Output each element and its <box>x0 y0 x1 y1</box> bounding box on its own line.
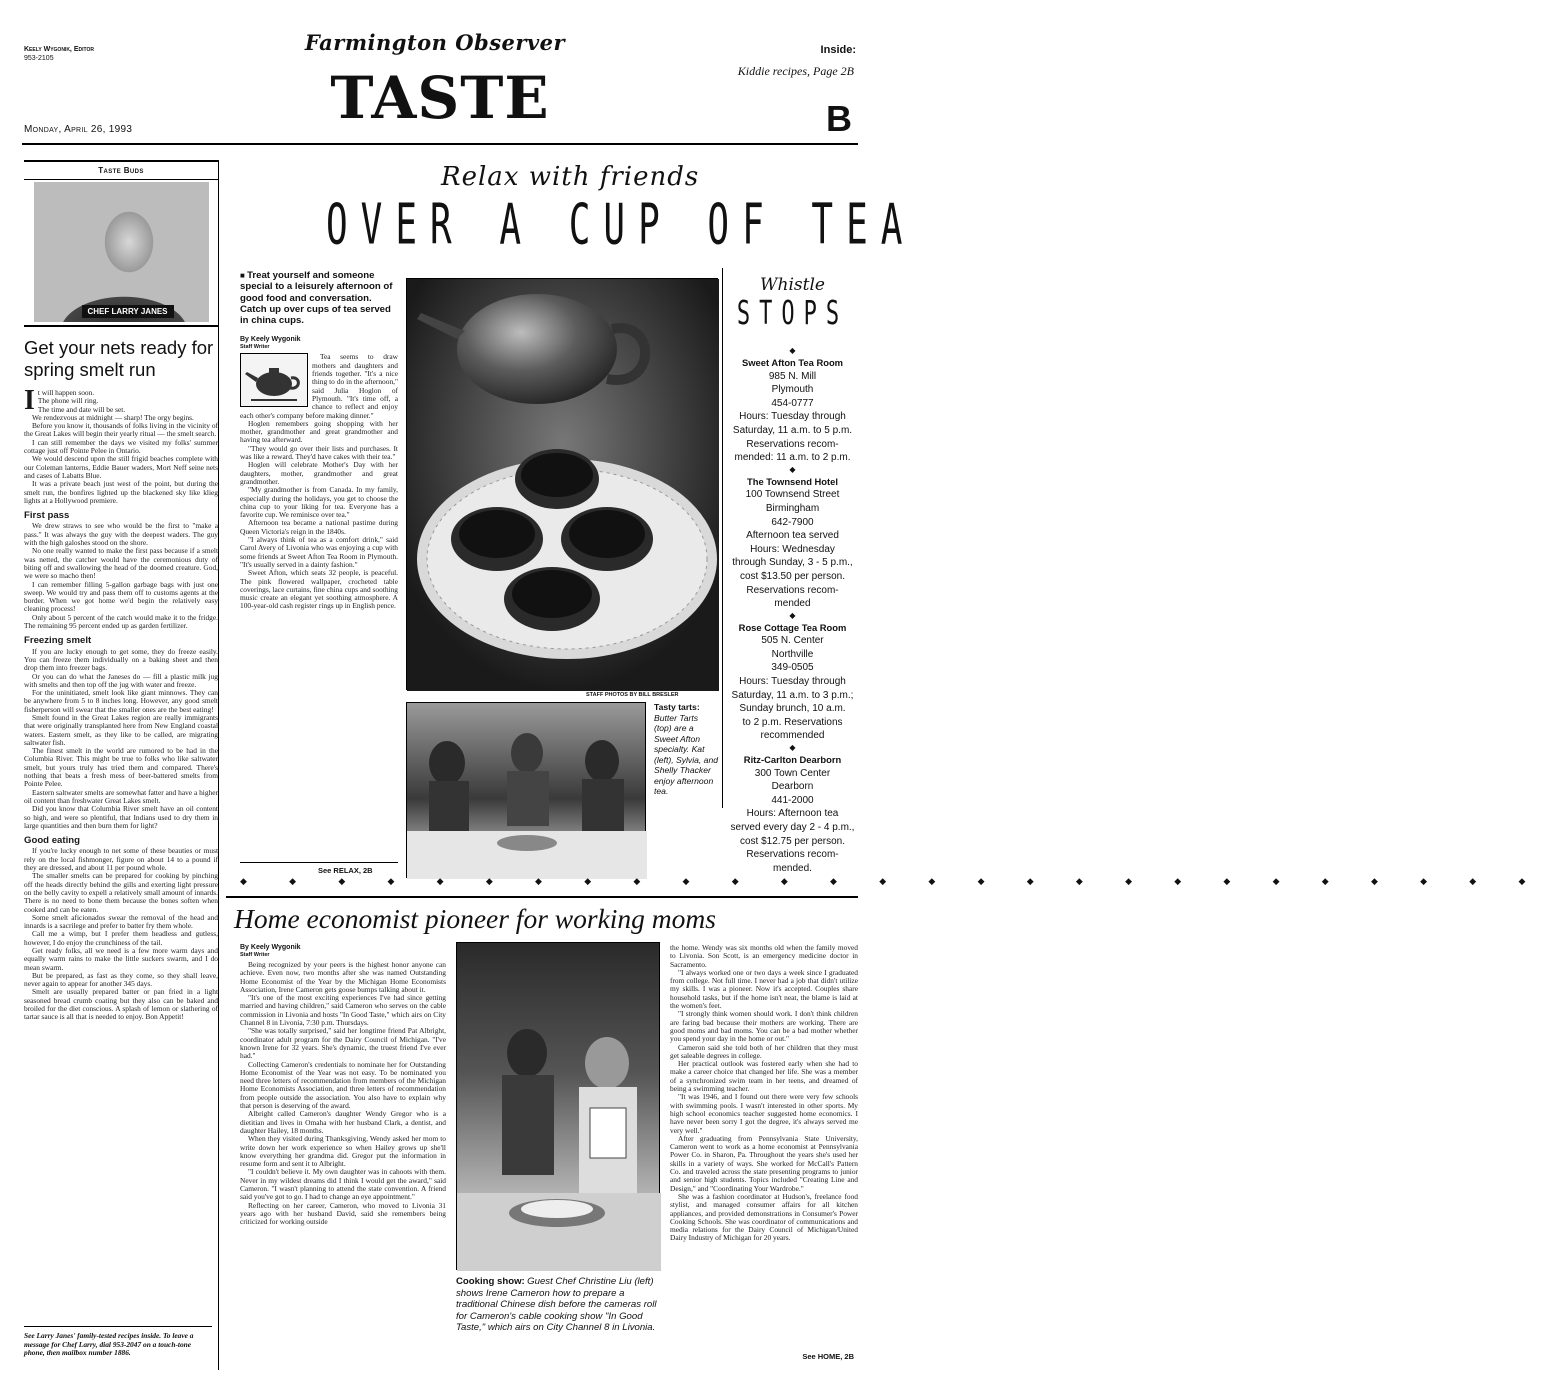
paragraph: Cameron said she told both of her children that they must get saleable degrees in college. <box>670 1042 858 1060</box>
cooking-show-photo <box>456 942 660 1270</box>
stop-line: 441-2000 <box>771 794 814 806</box>
editor-phone: 953-2105 <box>24 55 54 62</box>
stop-name: Ritz-Carlton Dearborn <box>743 754 842 766</box>
tea-story-column <box>240 270 398 611</box>
paragraph: Get ready folks, all we need is a few more warm days and equally warm rains to make the little suckers swarm, and I do mean swarm. <box>24 946 218 972</box>
stop-line: served every day 2 - 4 p.m., <box>730 822 855 833</box>
stop-name: Rose Cottage Tea Room <box>738 621 847 633</box>
intro-line: The time and date will be set. <box>37 404 126 414</box>
paragraph: I can still remember the days we visited my folks' summer cottage just off Pointe Pelee in Ontario. <box>24 437 218 456</box>
home-column-3 <box>670 944 858 1243</box>
home-col3-body <box>670 944 858 1243</box>
stop-line: Birmingham <box>765 502 820 514</box>
stop-line: Saturday, 11 a.m. to 5 p.m. <box>732 424 853 436</box>
paragraph: If you are lucky enough to get some, they do freeze easily. You can freeze them individually on a baking sheet and then drop them into freezer bags. <box>24 646 218 673</box>
stop-line: 505 N. Center <box>761 635 824 647</box>
drop-cap: I <box>24 385 35 416</box>
stop-line: Dearborn <box>771 781 814 793</box>
caption-text: Butter Tarts (top) are a Sweet Afton specialty. Kat (left), Sylvia, and Shelly Thacker enjoy afternoon tea. <box>654 712 718 796</box>
paragraph: Before you know it, thousands of folks living in the vicinity of the Great Lakes will begin their yearly ritual — the smelt search. <box>24 421 218 439</box>
taste-buds-body <box>24 385 218 1022</box>
paragraph: Albright called Cameron's daughter Wendy Gregor who is a dietitian and lives in Omaha with her husband Clark, a dentist, and daughter Hailey, 18 months. <box>240 1109 446 1135</box>
intro-block <box>24 385 218 416</box>
paragraph: When they visited during Thanksgiving, Wendy asked her mom to write down her work experience so when Hailey grows up she'll know everything her grandma did. Gregor put the information in resume form and sent it to Albright. <box>240 1134 446 1169</box>
stop-line: recommended <box>760 730 825 742</box>
tea-byline: By Keely Wygonik <box>240 336 301 344</box>
stop-line: 642-7900 <box>771 516 814 528</box>
stop-line: 100 Townsend Street <box>745 489 840 501</box>
stop-line: Afternoon tea served <box>746 530 839 542</box>
caption-label: Cooking show: <box>456 1276 525 1287</box>
paper-name: Farmington Observer <box>304 30 566 55</box>
butter-tarts-photo <box>406 278 718 690</box>
paragraph: Reflecting on her career, Cameron, who moved to Livonia 31 years ago with her husband David, said she remembers being criticized for working outside <box>240 1200 446 1227</box>
photo-underline <box>24 325 218 327</box>
stop-entry <box>729 621 856 743</box>
paragraph: Her practical outlook was fostered early when she had to make a career choice that changed her life. She was a member of a synchronized swim team in her teens, and dreamed of being a swimming teacher. <box>670 1059 858 1094</box>
stop-line: Hours: Wednesday <box>750 543 835 555</box>
diamond-divider-row: ◆ ◆ ◆ ◆ ◆ ◆ ◆ ◆ ◆ ◆ ◆ ◆ ◆ ◆ ◆ ◆ ◆ ◆ ◆ ◆ ◆ ◆ ◆ ◆ ◆ ◆ ◆ <box>240 876 1545 886</box>
stop-line: Saturday, 11 a.m. to 3 p.m.; <box>731 689 854 701</box>
paragraph: Being recognized by your peers is the highest honor anyone can achieve. Even now, two months after she was named Outstanding Home Economist of the Year by the Michigan Home Economists Association, Irene Cameron gets goose bumps talking about it. <box>240 960 446 994</box>
stop-line: cost $12.75 per person. <box>739 835 846 847</box>
paragraph: Collecting Cameron's credentials to nominate her for Outstanding Home Economist of the Year was not easy. To be nominated you need three letters of recommendation from members of the Michigan Home Economists Association, and three letters of recommendation from people outside the association. You also have to explain why that person is deserving of the award. <box>240 1059 446 1111</box>
cooking-show-caption <box>456 1276 666 1334</box>
tea-body <box>240 353 398 610</box>
paragraph: I can remember filling 5-gallon garbage bags with just one sweep. We would try and pass them off to customs agents at the border. When we got home we'd begin the relatively easy cleaning process! <box>24 579 218 614</box>
home-col1-body <box>240 961 446 1227</box>
subhead: Good eating <box>24 835 80 847</box>
paragraph: The finest smelt in the world are rumored to be had in the Columbia River. This might be true to folks who like saltwater smelt, but yours truly has tried them and compared. There's nothing that beats a fresh mess of beer-battered smelts from Pointe Pelee. <box>24 746 218 789</box>
paragraph: But be prepared, as fast as they come, so they shall leave, never again to appear for another 345 days. <box>24 970 218 989</box>
paragraph: Hoglen remembers going shopping with her mother, grandmother and great grandmother and having tea afterward. <box>240 418 398 445</box>
home-column-1 <box>240 944 446 1227</box>
stop-line: Plymouth <box>771 384 814 396</box>
paragraph: "My grandmother is from Canada. In my family, especially during the holidays, you get to choose the china cup to your liking for tea. Everyone has a favorite cup. We reminisce over tea." <box>240 485 398 520</box>
whistle-script: Whistle <box>760 275 825 295</box>
stop-line: mended. <box>773 862 812 874</box>
paragraph: Hoglen will celebrate Mother's Day with her daughters, mother, grandmother and great grandmother. <box>240 460 398 486</box>
stop-line: through Sunday, 3 - 5 p.m., <box>732 557 853 569</box>
tarts-image <box>407 279 719 691</box>
taste-buds-footer: See Larry Janes' family-tested recipes inside. To leave a message for Chef Larry, dial 953-2047 on a touch-tone phone, then mailbox number 1886. <box>24 1326 212 1358</box>
stop-line: Reservations recom- <box>746 584 839 596</box>
stop-line: 300 Town Center <box>754 767 831 779</box>
paragraph: For the uninitiated, smelt look like giant minnows. They can be anywhere from 5 to 8 inches long. However, any good smelt fisherperson will swear that the smaller ones are the best eating! <box>24 688 218 714</box>
masthead-rule <box>22 143 858 145</box>
deck-bullet-icon: ■ <box>240 271 248 280</box>
tea-feature <box>226 160 1545 890</box>
paragraph: Or you can do what the Janeses do — fill a plastic milk jug with smelts and then top off the jug with water and freeze. <box>24 671 218 689</box>
stop-line: Hours: Tuesday through <box>739 676 846 688</box>
paragraph: Smelt are usually prepared batter or pan fried in a light seasoned bread crumb coating but they also can be baked and broiled for the diet conscious. A splash of lemon or slathering of tartar sauce is all that is needed to enjoy. Bon Appetit! <box>24 987 218 1022</box>
whistle-big: STOPS <box>736 295 849 333</box>
tea-big-head: OVER A CUP OF TEA <box>326 194 916 258</box>
stop-line: 985 N. Mill <box>768 370 817 382</box>
paragraph: Smelt found in the Great Lakes region are really immigrants that were originally transplanted here from New England coastal waters. Eastern smelt, as they like to be called, are migrating saltwater fish. <box>24 712 218 747</box>
paragraph: It was a private beach just west of the point, but during the smelt run, the bonfires lighted up the blackened sky like klieg lights at a Hollywood premiere. <box>24 479 218 505</box>
taste-buds-headline: Get your nets ready for spring smelt run <box>24 337 214 380</box>
stop-line: cost $13.50 per person. <box>739 570 846 582</box>
paragraph: No one really wanted to make the first pass because if a smelt was netted, the catcher would have the ceremonious duty of biting off and swallowing the head of the doomed creature. God, we were so macho then! <box>24 546 218 581</box>
paragraph: We rendezvous at midnight — sharp! The orgy begins. <box>32 412 194 422</box>
deck-text: Treat yourself and someone special to a leisurely afternoon of good food and conversation. Catch up over cups of tea served in china cups. <box>240 270 393 327</box>
inside-label: Inside: <box>820 44 856 56</box>
paragraph: Afternoon tea became a national pastime during Queen Victoria's reign in the 1840s. <box>240 518 398 536</box>
stop-line: Reservations recom- <box>746 849 839 861</box>
paragraph: If you're lucky enough to net some of these beauties or must rely on the local fishmonger, figure on about 14 to a pound if they are dressed, and about 11 per pound whole. <box>24 846 218 873</box>
paragraph: After graduating from Pennsylvania State University, Cameron went to work as a home economist at Pennsylvania Power Co. in Sharon, Pa. Throughout the years she's used her skills in a variety of ways. She worked for McCall's Pattern Co. and traveled across the state presenting programs to junior and senior high students. Topics included "Creating Line and Design," and "Coordinating Your Wardrobe." <box>670 1133 858 1193</box>
paragraph: "I strongly think women should work. I don't think children are faring bad because their mothers are working. There are good moms and bad moms. You can be a bad mother whether you spend your day in the home or out." <box>670 1009 858 1044</box>
tea-byline-role: Staff Writer <box>240 344 270 351</box>
caption-label: Tasty tarts: <box>654 702 700 712</box>
cooking-show-image <box>457 943 661 1271</box>
photo-credit: STAFF PHOTOS BY BILL BRESLER <box>586 692 679 698</box>
chef-photo <box>34 182 209 322</box>
stop-name: Sweet Afton Tea Room <box>741 357 844 368</box>
diamond-icon: ◆ <box>789 464 796 474</box>
diamond-icon: ◆ <box>789 346 796 355</box>
paragraph: Some smelt aficionados swear the removal of the head and innards is a sacrilege and prefer to batter fry them whole. <box>24 912 218 931</box>
tea-script-head: Relax with friends <box>441 162 700 192</box>
home-jump[interactable]: See HOME, 2B <box>802 1352 854 1361</box>
paragraph: "They would go over their lists and purchases. It was like a reward. They'd have cakes with their tea." <box>240 443 398 462</box>
paragraph: Only about 5 percent of the catch would make it to the fridge. The remaining 95 percent ended up as garden fertilizer. <box>24 612 218 631</box>
intro-line: t will happen soon. <box>37 388 95 397</box>
stop-entry <box>729 356 856 465</box>
masthead <box>0 0 880 150</box>
home-byline-role: Staff Writer <box>240 952 270 958</box>
teapot-illustration-icon <box>240 353 308 407</box>
diamond-icon: ◆ <box>789 610 796 620</box>
stop-line: Northville <box>771 648 814 660</box>
stop-line: to 2 p.m. Reservations <box>742 716 843 728</box>
taste-buds-header: Taste Buds <box>24 160 218 180</box>
diamond-icon: ◆ <box>789 743 796 753</box>
stop-entry <box>729 475 856 611</box>
stop-line: 454-0777 <box>771 397 814 409</box>
tea-story-end-rule <box>240 862 398 863</box>
stop-line: mended <box>774 598 811 610</box>
paragraph: We would descend upon the still frigid beaches complete with our Coleman lanterns, Eddie Bauer waders, Mort Neff seine nets and cases of Labatts Blue. <box>24 454 218 480</box>
paragraph: "I couldn't believe it. My own daughter was in cahoots with them. Never in my wildest dreams did I think I would get the award," said Cameron. "I wasn't planning to attend the state convention. A friend said you've got to go. I had to change an eye appointment." <box>240 1167 446 1202</box>
tea-photo-caption <box>654 702 718 797</box>
home-economist-story <box>226 902 858 1372</box>
paragraph: Eastern saltwater smelts are somewhat fatter and have a higher oil content than freshwater Great Lakes smelt. <box>24 787 218 805</box>
whistle-stops-box <box>722 268 860 874</box>
paragraph: We drew straws to see who would be the first to "make a pass." It was always the guy with the deepest waders. The guy with the high galoshes stood on the shore. <box>24 521 218 548</box>
taste-buds-column <box>24 160 219 1370</box>
stop-line: Sunday brunch, 10 a.m. <box>739 703 846 715</box>
issue-date: Monday, April 26, 1993 <box>24 124 133 135</box>
intro-line: The phone will ring. <box>37 396 99 406</box>
caption-text: Guest Chef Christine Liu (left) shows Irene Cameron how to prepare a traditional Chinese dish before the cameras roll for Cameron's cable cooking show "In Good Taste," which airs on City Channel 8 in Livonia. <box>456 1276 657 1334</box>
stop-line: Hours: Tuesday through <box>739 411 846 423</box>
inside-teaser[interactable]: Kiddie recipes, Page 2B <box>737 64 854 78</box>
section-divider-rule <box>226 896 858 898</box>
editor-name: Keely Wygonik, Editor <box>24 46 94 53</box>
subhead: First pass <box>24 510 70 522</box>
tea-jump[interactable]: See RELAX, 2B <box>318 866 373 875</box>
paragraph: "It was 1946, and I found out there were very few schools with swimming pools. I wasn't interested in other sports. My high school economics teacher suggested home economics. I have never been sorry I got the degree, it's always served me very well." <box>670 1092 858 1135</box>
section-title: TASTE <box>330 64 550 132</box>
stop-line: Hours: Afternoon tea <box>746 808 839 820</box>
tea-room-photo <box>406 702 646 878</box>
stop-line: 349-0505 <box>771 662 814 674</box>
paragraph: "I always think of tea as a comfort drink," said Carol Avery of Livonia who was enjoying a cup with some friends at Sweet Afton Tea Room in Plymouth. "It's usually served in a dainty fashion." <box>240 535 398 569</box>
stop-line: mended: 11 a.m. to 2 p.m. <box>734 452 851 464</box>
teapot-icon <box>241 354 307 406</box>
paragraph: She was a fashion coordinator at Hudson's, freelance food stylist, and managed consumer affairs for all kitchen appliances, and provided demonstrations in Consumer's Power Cooking Schools. She was coordinator of communications and media relations for the Dairy Council of Michigan/United Dairy Industry of Michigan for 20 years. <box>670 1191 858 1243</box>
paragraph: Sweet Afton, which seats 32 people, is peaceful. The pink flowered wallpaper, crocheted table coverings, lace curtains, fine china cups and soothing music create an elegant yet soothing atmosphere. A 100-year-old cash register rings up in English pence. <box>240 568 398 611</box>
chef-photo-label: CHEF LARRY JANES <box>82 305 174 318</box>
paragraph: "She was totally surprised," said her longtime friend Pat Albright, coordinator adult program for the Dairy Council of Michigan. "I've known Irene for 32 years. She's dynamic, the truest friend I've ever had." <box>240 1026 446 1061</box>
stop-name: The Townsend Hotel <box>747 475 838 487</box>
paragraph: Did you know that Columbia River smelt have an oil content so high, and were so plentiful, that Indians used to dry them in large quantities and then burn them for light? <box>24 804 218 830</box>
home-byline: By Keely Wygonik <box>240 944 301 951</box>
paragraph: Tea seems to draw mothers and daughters and friends together. "It's a nice thing to do in the afternoon," said Julia Hoglon of Plymouth. "It's time off, a chance to reflect and enjoy each other's company before making dinner." <box>240 352 398 420</box>
paragraph: "I always worked one or two days a week since I graduated from college. Not full time. I never had a job that didn't utilize my skills. I was a pioneer. Now it's accepted. Couples share household tasks, but if the home isn't neat, the blame is laid at the women's feet. <box>670 967 858 1011</box>
tea-deck <box>240 270 398 326</box>
tea-room-image <box>407 703 647 879</box>
stop-line: Reservations recom- <box>746 438 839 450</box>
paragraph: Call me a wimp, but I prefer them headless and gutless, however, I do enjoy the crunchiness of the tail. <box>24 929 218 947</box>
paragraph: the home. Wendy was six months old when the family moved to Livonia. Son Scott, is an emergency medicine doctor in Sacramento. <box>670 943 858 969</box>
paragraph: The smaller smelts can be prepared for cooking by pinching off the heads directly behind the gills and exerting light pressure on the belly cavity to expell a relatively small amount of innards. There is no need to bone them because the bones soften when cooked and can be eaten. <box>24 871 218 914</box>
home-headline: Home economist pioneer for working moms <box>234 903 716 934</box>
subhead: Freezing smelt <box>24 635 92 647</box>
section-letter: B <box>826 98 852 139</box>
paragraph: "It's one of the most exciting experiences I've had since getting married and having children," said Cameron who serves on the cable commission in Livonia and hosts "In Good Taste," which airs on City Channel 8 in Livonia, 7:30 p.m. Thursdays. <box>240 993 446 1028</box>
stop-entry <box>729 753 856 875</box>
